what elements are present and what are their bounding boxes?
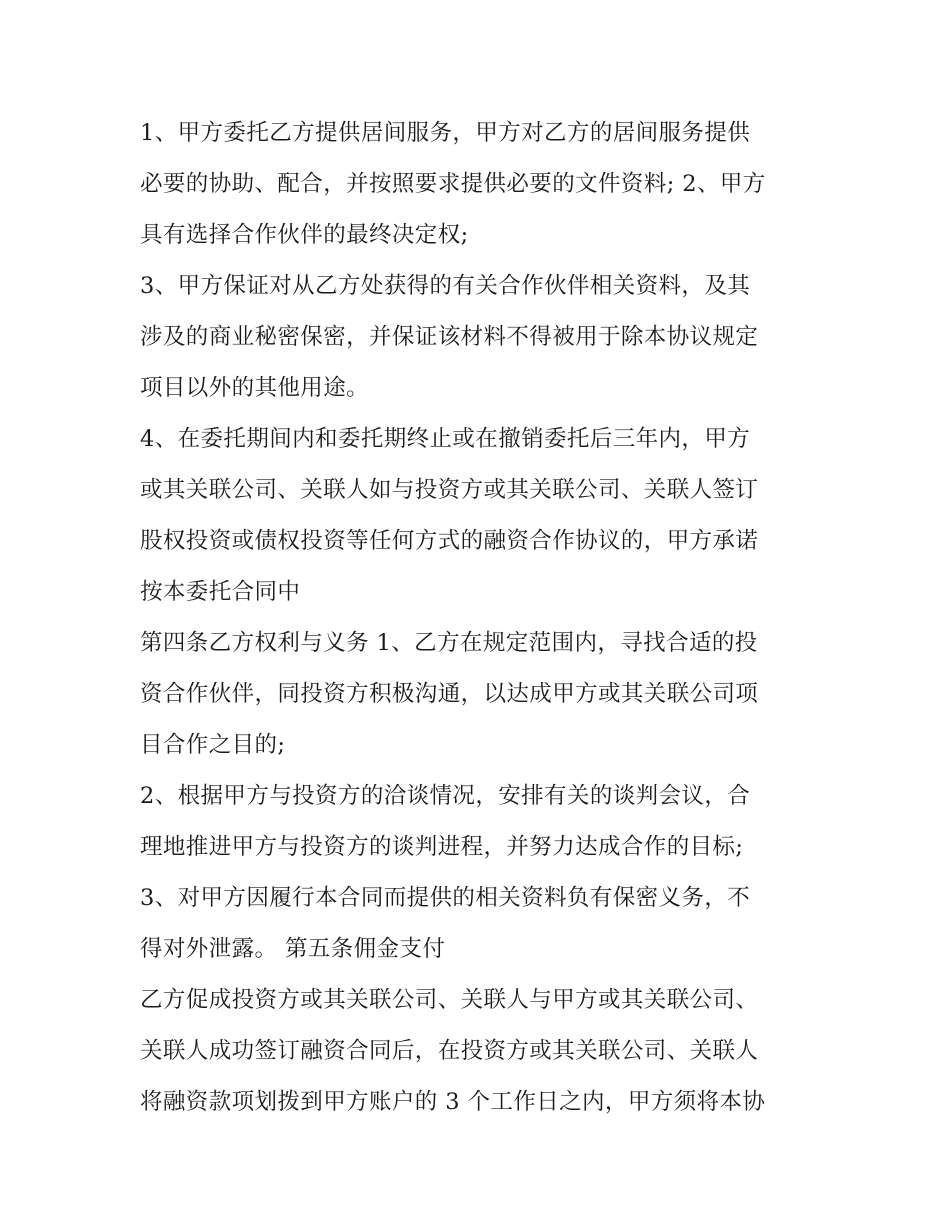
text-line-2: 必要的协助、配合，并按照要求提供必要的文件资料; 2、甲方 <box>140 171 766 197</box>
text-line-18: 乙方促成投资方或其关联公司、关联人与甲方或其关联公司、 <box>140 987 759 1013</box>
text-line-4: 3、甲方保证对从乙方处获得的有关合作伙伴相关资料，及其 <box>140 273 751 299</box>
text-line-20: 将融资款项划拨到甲方账户的 3 个工作日之内，甲方须将本协 <box>140 1089 766 1115</box>
text-line-1: 1、甲方委托乙方提供居间服务，甲方对乙方的居间服务提供 <box>140 120 751 146</box>
text-line-7: 4、在委托期间内和委托期终止或在撤销委托后三年内，甲方 <box>140 426 751 452</box>
text-line-12: 资合作伙伴，同投资方积极沟通，以达成甲方或其关联公司项 <box>140 681 759 707</box>
text-line-10: 按本委托合同中 <box>140 579 301 605</box>
text-line-6: 项目以外的其他用途。 <box>140 375 370 401</box>
text-line-16: 3、对甲方因履行本合同而提供的相关资料负有保密义务，不 <box>140 885 751 911</box>
text-line-5: 涉及的商业秘密保密，并保证该材料不得被用于除本协议规定 <box>140 324 759 350</box>
text-line-8: 或其关联公司、关联人如与投资方或其关联公司、关联人签订 <box>140 477 759 503</box>
document-body <box>140 108 820 1128</box>
text-line-3: 具有选择合作伙伴的最终决定权; <box>140 222 469 248</box>
text-line-14: 2、根据甲方与投资方的洽谈情况，安排有关的谈判会议，合 <box>140 783 751 809</box>
text-line-9: 股权投资或债权投资等任何方式的融资合作协议的，甲方承诺 <box>140 528 759 554</box>
text-line-19: 关联人成功签订融资合同后，在投资方或其关联公司、关联人 <box>140 1038 759 1064</box>
text-line-11: 第四条乙方权利与义务 1、乙方在规定范围内，寻找合适的投 <box>140 630 758 656</box>
text-line-13: 目合作之目的; <box>140 732 286 758</box>
text-line-17: 得对外泄露。 第五条佣金支付 <box>140 936 446 962</box>
text-line-15: 理地推进甲方与投资方的谈判进程，并努力达成合作的目标; <box>140 834 744 860</box>
